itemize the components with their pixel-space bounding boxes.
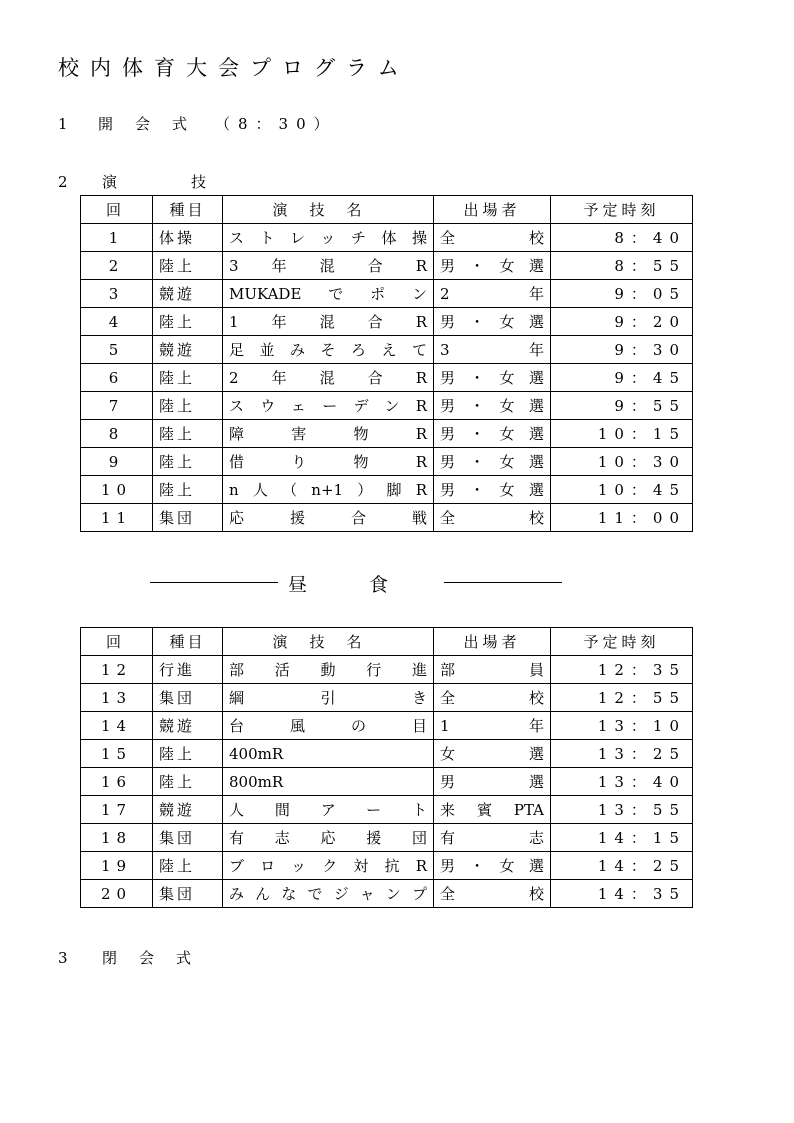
- cell-category: 陸上: [153, 392, 223, 420]
- cell-no: 11: [81, 504, 153, 532]
- cell-category: 競遊: [153, 796, 223, 824]
- cell-name: 有志応援団: [223, 824, 434, 852]
- cell-time: 13：25: [551, 740, 693, 768]
- table-row: [81, 712, 693, 740]
- closing-ceremony-line: [58, 947, 213, 968]
- cell-no: 20: [81, 880, 153, 908]
- table-row: [81, 364, 693, 392]
- cell-category: 陸上: [153, 768, 223, 796]
- cell-participants: 男・女選: [434, 476, 551, 504]
- cell-time: 10：30: [551, 448, 693, 476]
- table-row: [81, 656, 693, 684]
- cell-name: 応援合戦: [223, 504, 434, 532]
- lunch-rule-right: [444, 582, 562, 583]
- cell-category: 集団: [153, 504, 223, 532]
- table-row: [81, 796, 693, 824]
- cell-time: 9：45: [551, 364, 693, 392]
- header-no: 回: [81, 628, 153, 656]
- opening-label: 開会式: [98, 115, 210, 133]
- cell-participants: 全校: [434, 504, 551, 532]
- header-name: 演技名: [223, 628, 434, 656]
- table-row: [81, 824, 693, 852]
- morning-program-table: [80, 195, 693, 532]
- table-row: [81, 280, 693, 308]
- page-title: 校内体育大会プログラム: [58, 56, 410, 80]
- cell-no: 19: [81, 852, 153, 880]
- table-row: [81, 392, 693, 420]
- header-name: 演技名: [223, 196, 434, 224]
- cell-no: 4: [81, 308, 153, 336]
- cell-no: 3: [81, 280, 153, 308]
- opening-ceremony-line: [58, 113, 337, 134]
- cell-participants: 男・女選: [434, 420, 551, 448]
- cell-name: 400mR: [223, 740, 434, 768]
- table-row: [81, 852, 693, 880]
- cell-no: 8: [81, 420, 153, 448]
- cell-participants: 来賓PTA: [434, 796, 551, 824]
- cell-no: 16: [81, 768, 153, 796]
- lunch-label: 昼食: [288, 574, 451, 596]
- cell-name: ストレッチ体操: [223, 224, 434, 252]
- cell-time: 14：25: [551, 852, 693, 880]
- cell-category: 陸上: [153, 476, 223, 504]
- cell-no: 18: [81, 824, 153, 852]
- cell-name: n人（n+1）脚R: [223, 476, 434, 504]
- cell-time: 9：30: [551, 336, 693, 364]
- table-row: [81, 252, 693, 280]
- cell-participants: 男・女選: [434, 392, 551, 420]
- cell-no: 13: [81, 684, 153, 712]
- cell-name: 借り物R: [223, 448, 434, 476]
- cell-category: 競遊: [153, 280, 223, 308]
- cell-no: 6: [81, 364, 153, 392]
- table-row: [81, 224, 693, 252]
- cell-time: 10：15: [551, 420, 693, 448]
- cell-no: 5: [81, 336, 153, 364]
- cell-time: 13：40: [551, 768, 693, 796]
- cell-no: 9: [81, 448, 153, 476]
- header-time: 予定時刻: [551, 628, 693, 656]
- cell-no: 15: [81, 740, 153, 768]
- cell-participants: 部員: [434, 656, 551, 684]
- cell-participants: 女選: [434, 740, 551, 768]
- table-row: [81, 476, 693, 504]
- cell-participants: 3年: [434, 336, 551, 364]
- cell-name: 障害物R: [223, 420, 434, 448]
- cell-time: 8：55: [551, 252, 693, 280]
- cell-participants: 男・女選: [434, 252, 551, 280]
- cell-participants: 男選: [434, 768, 551, 796]
- cell-category: 陸上: [153, 740, 223, 768]
- cell-name: 2年混合R: [223, 364, 434, 392]
- cell-participants: 全校: [434, 224, 551, 252]
- cell-category: 競遊: [153, 336, 223, 364]
- table-row: [81, 768, 693, 796]
- cell-name: 1年混合R: [223, 308, 434, 336]
- header-time: 予定時刻: [551, 196, 693, 224]
- cell-name: 3年混合R: [223, 252, 434, 280]
- table-header-row: [81, 628, 693, 656]
- cell-name: みんなでジャンプ: [223, 880, 434, 908]
- cell-category: 陸上: [153, 252, 223, 280]
- cell-category: 陸上: [153, 364, 223, 392]
- cell-time: 13：10: [551, 712, 693, 740]
- header-participants: 出場者: [434, 628, 551, 656]
- cell-participants: 全校: [434, 880, 551, 908]
- cell-category: 陸上: [153, 308, 223, 336]
- cell-participants: 有志: [434, 824, 551, 852]
- cell-time: 14：35: [551, 880, 693, 908]
- cell-name: 足並みそろえて: [223, 336, 434, 364]
- cell-participants: 男・女選: [434, 308, 551, 336]
- cell-time: 12：55: [551, 684, 693, 712]
- header-category: 種目: [153, 196, 223, 224]
- cell-time: 14：15: [551, 824, 693, 852]
- opening-time: （8：30）: [215, 115, 337, 133]
- performance-heading: [58, 171, 280, 192]
- cell-name: 台風の目: [223, 712, 434, 740]
- cell-participants: 男・女選: [434, 852, 551, 880]
- table-row: [81, 740, 693, 768]
- cell-category: 競遊: [153, 712, 223, 740]
- cell-category: 集団: [153, 880, 223, 908]
- cell-category: 陸上: [153, 448, 223, 476]
- closing-number: 3: [58, 949, 68, 967]
- header-no: 回: [81, 196, 153, 224]
- cell-name: 部活動行進: [223, 656, 434, 684]
- cell-participants: 1年: [434, 712, 551, 740]
- cell-time: 9：20: [551, 308, 693, 336]
- cell-time: 12：35: [551, 656, 693, 684]
- header-category: 種目: [153, 628, 223, 656]
- cell-participants: 男・女選: [434, 448, 551, 476]
- cell-name: スウェーデンR: [223, 392, 434, 420]
- cell-category: 集団: [153, 824, 223, 852]
- cell-participants: 全校: [434, 684, 551, 712]
- cell-no: 17: [81, 796, 153, 824]
- cell-time: 9：55: [551, 392, 693, 420]
- afternoon-program-table: [80, 627, 693, 908]
- cell-category: 陸上: [153, 420, 223, 448]
- cell-time: 8：40: [551, 224, 693, 252]
- lunch-divider: [150, 568, 562, 598]
- cell-no: 2: [81, 252, 153, 280]
- closing-label: 閉会式: [102, 949, 214, 967]
- cell-participants: 2年: [434, 280, 551, 308]
- cell-name: 綱引き: [223, 684, 434, 712]
- table-row: [81, 420, 693, 448]
- cell-name: 人間アート: [223, 796, 434, 824]
- cell-category: 行進: [153, 656, 223, 684]
- cell-name: ブロック対抗R: [223, 852, 434, 880]
- table-row: [81, 336, 693, 364]
- cell-time: 9：05: [551, 280, 693, 308]
- cell-no: 14: [81, 712, 153, 740]
- table-row: [81, 684, 693, 712]
- table-row: [81, 880, 693, 908]
- cell-time: 13：55: [551, 796, 693, 824]
- cell-name: 800mR: [223, 768, 434, 796]
- opening-number: 1: [58, 115, 68, 133]
- table-row: [81, 504, 693, 532]
- cell-category: 集団: [153, 684, 223, 712]
- cell-category: 陸上: [153, 852, 223, 880]
- cell-time: 11：00: [551, 504, 693, 532]
- cell-no: 10: [81, 476, 153, 504]
- cell-no: 7: [81, 392, 153, 420]
- performance-label: 演技: [102, 173, 281, 191]
- cell-participants: 男・女選: [434, 364, 551, 392]
- table-row: [81, 448, 693, 476]
- performance-number: 2: [58, 173, 68, 191]
- table-row: [81, 308, 693, 336]
- cell-category: 体操: [153, 224, 223, 252]
- cell-no: 12: [81, 656, 153, 684]
- header-participants: 出場者: [434, 196, 551, 224]
- cell-time: 10：45: [551, 476, 693, 504]
- table-header-row: [81, 196, 693, 224]
- cell-name: MUKADEでポン: [223, 280, 434, 308]
- cell-no: 1: [81, 224, 153, 252]
- lunch-rule-left: [150, 582, 278, 583]
